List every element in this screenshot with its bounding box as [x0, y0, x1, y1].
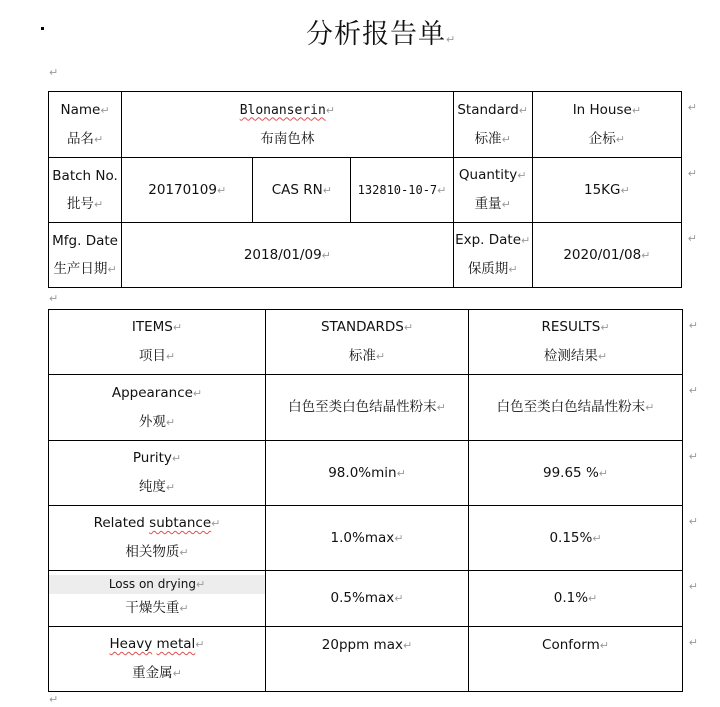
table-row [49, 571, 683, 627]
standard-cell: 0.5%max↵ [266, 571, 469, 627]
standard-cell: 98.0%min↵ [266, 441, 469, 506]
results-header-row [49, 310, 683, 375]
items-header-cn: 项目 [138, 348, 166, 364]
result-value: 0.15% [549, 529, 593, 546]
mfg-label-cn: 生产日期↵ [53, 260, 117, 277]
standard-cell: 20ppm max↵ [266, 627, 469, 692]
standards-header-cn: 标准 [348, 348, 376, 364]
exp-value: 2020/01/08 [563, 246, 642, 263]
item-cell: Related subtance↵ 相关物质↵ [49, 506, 266, 571]
result-cell: 0.1%↵ ↵ [469, 571, 683, 627]
standard-cell: 白色至类白色结晶性粉末↵ [266, 375, 469, 441]
quantity-value-cell: 15KG↵ ↵ [532, 158, 681, 223]
item-name-en: Related subtance↵ [93, 515, 221, 531]
results-table [48, 309, 698, 692]
product-name-cn: 布南色林 [260, 130, 315, 147]
quantity-label-cn: 重量↵ [474, 196, 511, 212]
row-end-mark: ↵ [688, 450, 698, 463]
batch-label-en: Batch No. [52, 167, 118, 184]
exp-label-cell [453, 223, 532, 288]
result-cell: Conform↵ ↵ [469, 627, 683, 692]
item-cell: Heavy metal↵ 重金属↵ [49, 627, 266, 692]
name-label-en: Name↵ [60, 101, 110, 118]
result-cell: 99.65 %↵ ↵ [469, 441, 683, 506]
quantity-label-en: Quantity↵ [458, 167, 527, 183]
standard-label-en: Standard↵ [457, 101, 528, 118]
item-name-en: Loss on drying [108, 576, 196, 591]
results-header-cell: RESULTS↵ 检测结果↵ ↵ [469, 310, 683, 375]
mfg-label-en: Mfg. Date [52, 232, 118, 249]
paragraph-mark: ↵ [49, 66, 59, 79]
table-row [49, 627, 683, 692]
standards-header-en: STANDARDS [320, 319, 404, 335]
exp-label-cn: 保质期↵ [467, 261, 518, 277]
result-value: 99.65 % [543, 464, 599, 481]
table-row [49, 506, 683, 571]
row-end-mark: ↵ [687, 232, 697, 245]
row-end-mark: ↵ [688, 636, 698, 649]
item-name-cn: 重金属 [132, 665, 173, 681]
cas-value-cell: 132810-10-7↵ [351, 158, 453, 223]
row-end-mark: ↵ [688, 384, 698, 397]
batch-label-cn: 批号↵ [66, 195, 104, 212]
item-name-en: Heavy metal↵ [109, 636, 205, 652]
item-name-en: Purity [132, 450, 172, 466]
standards-header-cell: STANDARDS↵ 标准↵ [266, 310, 469, 375]
mfg-value: 2018/01/09 [243, 246, 322, 263]
standard-value-en: In House↵ [572, 101, 642, 118]
result-value: 0.1% [553, 590, 589, 606]
standard-value: 0.5%max [330, 590, 395, 606]
exp-label-en: Exp. Date↵ [455, 232, 531, 248]
paragraph-mark: ↵ [49, 693, 59, 706]
item-name-en: Appearance [111, 384, 193, 401]
items-header-en: ITEMS [131, 319, 173, 335]
standard-value: 20ppm max [321, 637, 403, 653]
items-header-cell: ITEMS↵ 项目↵ [49, 310, 266, 375]
mfg-label-cell [49, 223, 122, 288]
quantity-value: 15KG [584, 181, 621, 198]
standard-value: 98.0%min [328, 464, 397, 481]
results-header-en: RESULTS [541, 319, 601, 335]
list-bullet [41, 27, 44, 30]
row-end-mark: ↵ [687, 167, 697, 180]
item-name-cn: 外观 [138, 413, 166, 430]
row-end-mark: ↵ [687, 101, 697, 114]
standard-value-cn: 企标↵ [588, 130, 625, 147]
item-name-cn: 相关物质 [125, 544, 180, 560]
item-cell: Appearance↵ 外观↵ [49, 375, 266, 441]
standard-value: 白色至类白色结晶性粉末 [288, 399, 437, 415]
standard-label-cn: 标准↵ [474, 130, 511, 147]
item-name-cn: 干燥失重 [125, 599, 180, 616]
batch-value-cell: 20170109↵ [122, 158, 253, 223]
result-value: 白色至类白色结晶性粉末 [496, 399, 646, 415]
item-cell: Purity↵ 纯度↵ [49, 441, 266, 506]
standard-value: 1.0%max [330, 529, 395, 546]
result-cell: 白色至类白色结晶性粉末↵ ↵ [469, 375, 683, 441]
table-row [49, 375, 683, 441]
name-label-cell [49, 92, 122, 158]
paragraph-mark: ↵ [49, 292, 59, 305]
standard-label-cell [453, 92, 532, 158]
result-cell: 0.15%↵ ↵ [469, 506, 683, 571]
row-end-mark: ↵ [688, 319, 698, 332]
row-end-mark: ↵ [688, 515, 698, 528]
mfg-value-cell: 2018/01/09↵ [122, 223, 454, 288]
cas-label: CAS RN [271, 181, 323, 198]
exp-value-cell: 2020/01/08↵ ↵ [532, 223, 681, 288]
product-name-cell [122, 92, 454, 158]
quantity-label-cell [453, 158, 532, 223]
product-name-en: Blonanserin↵ [239, 102, 336, 118]
results-header-cn: 检测结果 [543, 348, 598, 364]
result-value: Conform [542, 637, 600, 653]
row-end-mark: ↵ [688, 580, 698, 593]
name-label-cn: 品名↵ [66, 130, 104, 147]
item-name-cn: 纯度 [138, 479, 166, 495]
cas-value: 132810-10-7 [357, 182, 438, 197]
batch-label-cell [49, 158, 122, 223]
standard-value-cell [532, 92, 697, 158]
batch-value: 20170109 [148, 181, 217, 198]
document-title: 分析报告单↵ [306, 19, 457, 50]
item-cell: Loss on drying↵ 干燥失重↵ [49, 571, 266, 627]
cas-label-cell: CAS RN↵ [253, 158, 351, 223]
table-row [49, 441, 683, 506]
standard-cell: 1.0%max↵ [266, 506, 469, 571]
product-info-table [48, 91, 697, 288]
